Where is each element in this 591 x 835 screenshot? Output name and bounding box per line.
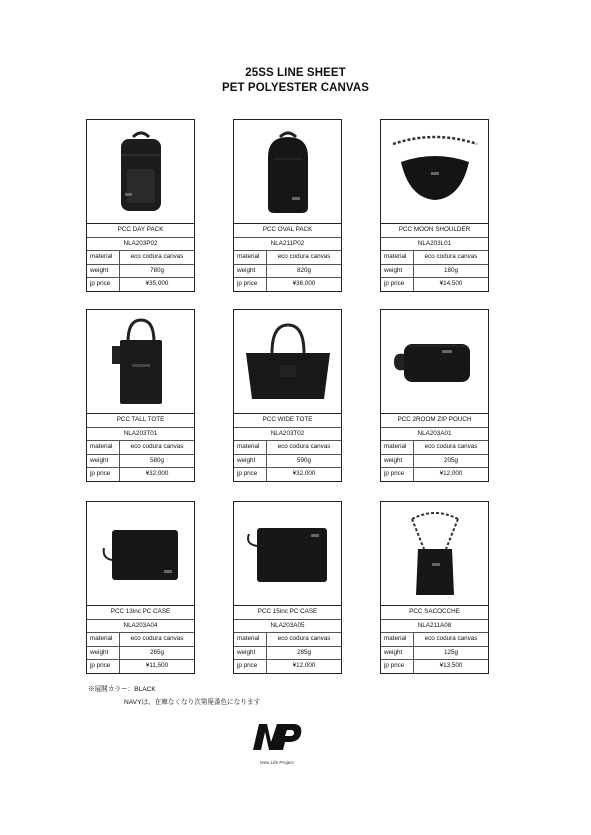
material-row xyxy=(381,251,488,265)
price-row xyxy=(381,660,488,673)
price-value: ¥13,500 xyxy=(439,662,463,670)
price-row xyxy=(381,468,488,481)
product-image xyxy=(381,502,488,606)
material-label: material xyxy=(381,251,414,264)
weight-row xyxy=(381,647,488,661)
product-name: PCC MOON SHOULDER xyxy=(381,224,488,238)
weight-label: weight xyxy=(234,455,267,468)
material-label: material xyxy=(87,441,120,454)
product-image xyxy=(87,120,194,224)
weight-label: weight xyxy=(381,647,414,660)
material-value: eco codura canvas xyxy=(277,253,331,261)
nlp-logo-icon xyxy=(249,718,305,754)
note-line-1: ※展開カラー：BLACK xyxy=(88,686,156,693)
material-row xyxy=(87,633,194,647)
color-notes xyxy=(88,683,260,709)
price-value: ¥12,000 xyxy=(292,662,316,670)
material-value: eco codura canvas xyxy=(424,635,478,643)
product-card xyxy=(233,119,342,292)
product-name: PCC DAY PACK xyxy=(87,224,194,238)
note-line-2: NAVYは、在庫なくなり次第廃番色になります xyxy=(124,699,261,706)
material-value: eco codura canvas xyxy=(424,253,478,261)
price-row xyxy=(381,278,488,291)
title-line-1: 25SS LINE SHEET xyxy=(245,67,346,79)
product-name: PCC 15inc PC CASE xyxy=(234,606,341,620)
weight-row xyxy=(234,455,341,469)
product-image xyxy=(234,310,341,414)
weight-value: 820g xyxy=(296,266,311,274)
product-name: PCC TALL TOTE xyxy=(87,414,194,428)
weight-row xyxy=(381,455,488,469)
price-label: jp price xyxy=(381,468,414,481)
material-row xyxy=(234,633,341,647)
product-code: NLA203A04 xyxy=(87,620,194,634)
price-value: ¥14,500 xyxy=(439,280,463,288)
product-name: PCC SACOCCHE xyxy=(381,606,488,620)
product-card xyxy=(233,309,342,482)
material-row xyxy=(381,441,488,455)
product-name: PCC 13inc PC CASE xyxy=(87,606,194,620)
price-row xyxy=(234,278,341,291)
product-code: NLA203A05 xyxy=(234,620,341,634)
material-label: material xyxy=(87,633,120,646)
product-card xyxy=(380,309,489,482)
material-row xyxy=(234,441,341,455)
material-label: material xyxy=(87,251,120,264)
product-card xyxy=(86,309,195,482)
material-value: eco codura canvas xyxy=(130,443,184,451)
product-image xyxy=(234,502,341,606)
product-card xyxy=(86,119,195,292)
product-card xyxy=(380,119,489,292)
material-label: material xyxy=(234,633,267,646)
price-label: jp price xyxy=(234,660,267,673)
product-card xyxy=(380,501,489,674)
price-label: jp price xyxy=(234,278,267,291)
product-name: PCC OVAL PACK xyxy=(234,224,341,238)
material-label: material xyxy=(381,633,414,646)
material-row xyxy=(87,251,194,265)
price-value: ¥32,000 xyxy=(145,470,169,478)
shoulder-bag-icon xyxy=(387,132,483,212)
material-value: eco codura canvas xyxy=(277,443,331,451)
weight-label: weight xyxy=(234,647,267,660)
product-card xyxy=(86,501,195,674)
weight-value: 265g xyxy=(149,648,164,656)
product-code: NLA203T01 xyxy=(87,428,194,442)
backpack-icon xyxy=(256,127,320,217)
price-label: jp price xyxy=(87,660,120,673)
weight-value: 780g xyxy=(149,266,164,274)
weight-row xyxy=(234,647,341,661)
weight-value: 205g xyxy=(443,456,458,464)
brand-tagline: New Life Project xyxy=(260,760,294,765)
weight-label: weight xyxy=(381,455,414,468)
tote-icon xyxy=(106,316,176,408)
title-line-2: PET POLYESTER CANVAS xyxy=(221,82,370,94)
pc-case-icon xyxy=(98,522,184,586)
material-row xyxy=(87,441,194,455)
weight-row xyxy=(87,647,194,661)
price-value: ¥36,000 xyxy=(292,280,316,288)
weight-label: weight xyxy=(381,265,414,278)
price-value: ¥11,500 xyxy=(145,662,169,670)
price-row xyxy=(87,468,194,481)
weight-row xyxy=(87,265,194,279)
weight-value: 125g xyxy=(443,648,458,656)
price-label: jp price xyxy=(234,468,267,481)
product-image xyxy=(234,120,341,224)
brand-logo xyxy=(247,718,307,765)
weight-value: 590g xyxy=(296,456,311,464)
price-value: ¥35,000 xyxy=(145,280,169,288)
weight-label: weight xyxy=(87,647,120,660)
material-value: eco codura canvas xyxy=(424,443,478,451)
weight-value: 180g xyxy=(443,266,458,274)
price-row xyxy=(234,468,341,481)
price-label: jp price xyxy=(381,660,414,673)
page-title xyxy=(0,66,591,96)
pc-case-icon xyxy=(243,520,333,588)
material-value: eco codura canvas xyxy=(130,253,184,261)
product-image xyxy=(381,120,488,224)
weight-row xyxy=(234,265,341,279)
sacoche-icon xyxy=(400,509,470,599)
backpack-icon xyxy=(111,127,171,217)
material-value: eco codura canvas xyxy=(130,635,184,643)
material-label: material xyxy=(381,441,414,454)
product-code: NLA203A01 xyxy=(381,428,488,442)
material-value: eco codura canvas xyxy=(277,635,331,643)
weight-row xyxy=(87,455,194,469)
price-row xyxy=(87,278,194,291)
weight-row xyxy=(381,265,488,279)
product-code: NLA211A08 xyxy=(381,620,488,634)
price-label: jp price xyxy=(87,468,120,481)
product-image xyxy=(87,310,194,414)
material-row xyxy=(381,633,488,647)
material-row xyxy=(234,251,341,265)
price-row xyxy=(87,660,194,673)
weight-label: weight xyxy=(87,265,120,278)
material-label: material xyxy=(234,251,267,264)
price-value: ¥32,000 xyxy=(292,470,316,478)
pouch-icon xyxy=(390,332,480,392)
product-code: NLA203L01 xyxy=(381,238,488,252)
weight-value: 580g xyxy=(149,456,164,464)
weight-label: weight xyxy=(234,265,267,278)
product-image xyxy=(381,310,488,414)
product-name: PCC WIDE TOTE xyxy=(234,414,341,428)
price-label: jp price xyxy=(381,278,414,291)
product-card xyxy=(233,501,342,674)
tote-icon xyxy=(240,319,336,405)
weight-label: weight xyxy=(87,455,120,468)
product-code: NLA203T02 xyxy=(234,428,341,442)
material-label: material xyxy=(234,441,267,454)
price-label: jp price xyxy=(87,278,120,291)
weight-value: 285g xyxy=(296,648,311,656)
product-code: NLA211P02 xyxy=(234,238,341,252)
product-name: PCC 2ROOM ZIP POUCH xyxy=(381,414,488,428)
price-row xyxy=(234,660,341,673)
product-code: NLA203P02 xyxy=(87,238,194,252)
product-image xyxy=(87,502,194,606)
price-value: ¥12,000 xyxy=(439,470,463,478)
